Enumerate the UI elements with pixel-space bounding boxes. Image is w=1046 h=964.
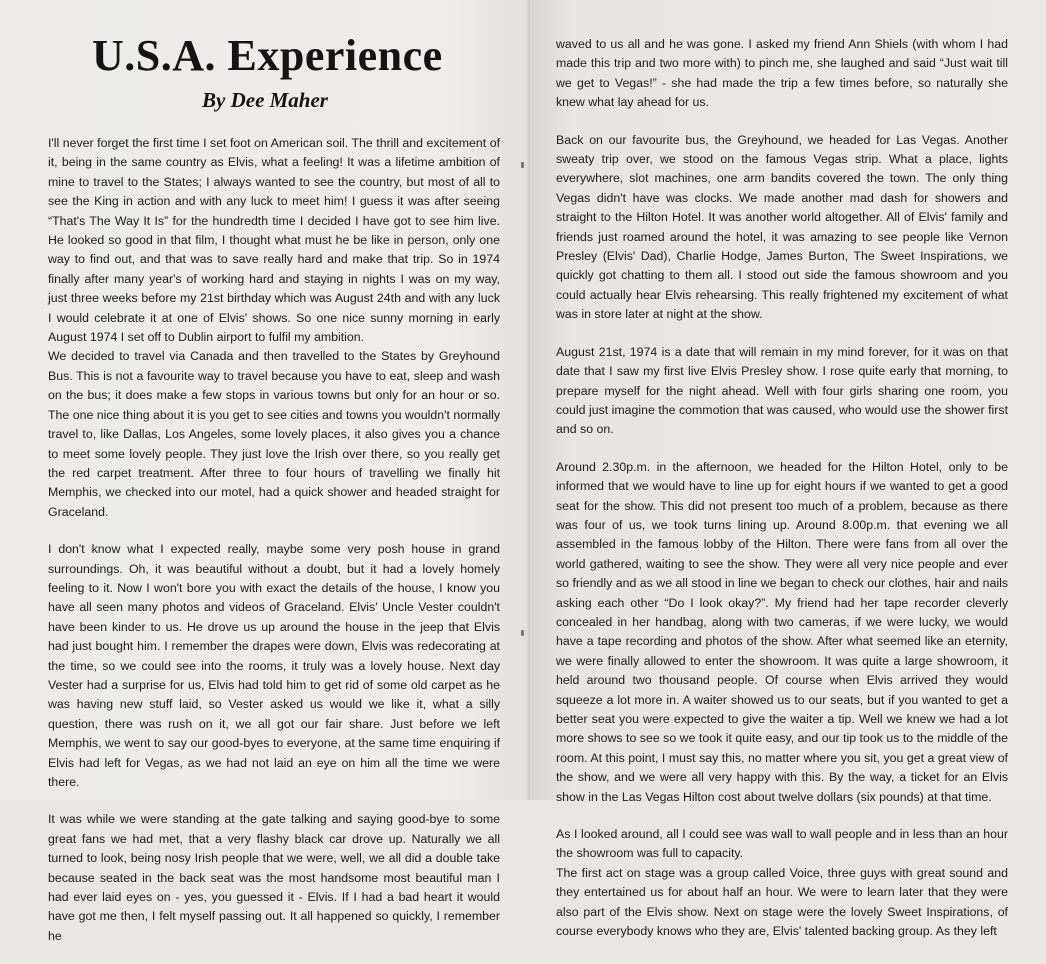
paragraph: We decided to travel via Canada and then travelled to the States by Greyhound Bus. This is not a favourite way to travel because you have to eat, sleep and wash on the bus; it does make a few stops in various towns but only for an hour or so. The one nice thing about it is you get to see cities and towns you wouldn't normally travel to, like Dallas, Los Angeles, some lovely places, it also gives you a chance to meet some lovely people. They just love the Irish over there, so you really get the red carpet treatment. After three to four hours of travelling we finally hit Memphis, we checked into our motel, had a quick shower and headed straight for Graceland. — [48, 349, 500, 519]
paragraph: I'll never forget the first time I set foot on American soil. The thrill and excitement of it, being in the same country as Elvis, what a feeling! It was a lifetime ambition of mine to travel to the States; I always wanted to see the country, but most of all to see the King in action and with any luck to meet him! I guess it was after seeing “That's The Way It Is” for the hundredth time I decided I have got to see him live. He looked so good in that film, I thought what must he be like in person, only one way to find out, and that was to save really hard and make that trip. So in 1974 finally after many year's of working hard and staying in nights I was on my way, just three weeks before my 21st birthday which was August 24th and with any luck I would celebrate it at one of Elvis' shows. So one nice sunny morning in early August 1974 I set off to Dublin airport to fulfil my ambition. — [48, 136, 500, 345]
article-title: U.S.A. Experience — [92, 31, 443, 80]
show-through-text — [40, 20, 57, 94]
paragraph: It was while we were standing at the gate talking and saying good-bye to some great fans we had met, that a very flashy black car drove up. Naturally we all turned to look, being nosy Irish people that we were, well, we all did a double take because seated in the back seat was the most handsome most beautiful man I had ever laid eyes on - yes, you guessed it - Elvis. If I had a bad heart it would have got me then, I felt myself passing out. It all happened so quickly, I remember he — [48, 812, 500, 943]
left-page — [0, 0, 530, 943]
right-text-column — [556, 35, 1008, 959]
paragraph: August 21st, 1974 is a date that will remain in my mind forever, for it was on that date that I saw my first live Elvis Presley show. I rose quite early that morning, to prepare myself for the night ahead. Well with four girls sharing one room, you could just imagine the commotion that was caused, who would use the shower first and so on. — [556, 344, 1008, 437]
paragraph: Back on our favourite bus, the Greyhound, we headed for Las Vegas. Another sweaty trip over, we stood on the famous Vegas strip. What a place, lights everywhere, slot machines, one arm bandits covered the town. The only thing Vegas didn't have was clocks. We made another mad dash for showers and straight to the Hilton Hotel. It was another world altogether. All of Elvis' family and friends just roamed around the hotel, it was amazing to see people like Vernon Presley (Elvis' Dad), Charlie Hodge, James Burton, The Sweet Inspirations, we quickly got chatting to them all. I stood out side the famous showroom and you could actually hear Elvis rehearsing. This really frightened my excitement of what was in store later at night at the show. — [556, 132, 1008, 322]
article-byline: By Dee Maher — [202, 88, 328, 112]
margin-mark — [521, 630, 524, 636]
paragraph: The first act on stage was a group called Voice, three guys with great sound and they entertained us for about half an hour. We were to learn later that they were also part of the Elvis show. Next on stage were the lovely Sweet Inspirations, of course everybody knows who they are, Elvis' talented backing group. As they left — [556, 865, 1008, 939]
left-text-column — [48, 134, 500, 964]
paragraph: Around 2.30p.m. in the afternoon, we headed for the Hilton Hotel, only to be informed that we would have to line up for eight hours if we wanted to get a good seat for the show. This did not present too much of a problem, because as there was four of us, we took turns lining up. Around 8.00p.m. that evening we all assembled in the famous lobby of the Hilton. There were fans from all over the world gathered, waiting to see the show. They were all very nice people and ever so friendly and as we all stood in line we began to check our clothes, hair and nails asking each other “Do I look okay?”. My friend had her tape recorder cleverly concealed in her handbag, along with two cameras, if we were lucky, we would have a tape recording and photos of the show. After what seemed like an eternity, we were finally allowed to enter the showroom. It was quite a large showroom, it held around two thousand people. Of course when Elvis arrived they would squeeze a lot more in. A waiter showed us to our seats, but if you wanted to get a better seat you were expected to give the waiter a tip. Well we knew we had a lot more shows to see so we took it quite easy, and our tip took us to the middle of the room. At this point, I must say this, no matter where you sit, you get a great view of the show, and we were all very happy with this. By the way, a ticket for an Elvis show in the Las Vegas Hilton cost about twelve dollars (six pounds) at that time. — [556, 459, 1008, 804]
margin-mark — [521, 162, 524, 168]
paragraph: As I looked around, all I could see was wall to wall people and in less than an hour the showroom was full to capacity. — [556, 827, 1008, 861]
paragraph: I don't know what I expected really, maybe some very posh house in grand surroundings. Oh, it was beautiful without a doubt, but it had a lovely homely feeling to it. Now I won't bore you with exact the details of the house, I know you have all seen many photos and videos of Graceland. Elvis' Uncle Vester couldn't have been kinder to us. He drove us up around the house in the jeep that Elvis had just bought him. I remember the drapes were down, Elvis was redecorating at the time, so we could see into the rooms, it truly was a lovely house. Next day Vester had a surprise for us, Elvis had told him to get rid of some old carpet as he was having new stuff laid, so Vester asked us would we like it, what a silly question, there was rush on it, we all got our fair share. Just before we left Memphis, we went to say our good-byes to everyone, at the same time enquiring if Elvis had left for Vegas, as we had not laid an eye on him all the time we were there. — [48, 542, 500, 789]
paragraph: waved to us all and he was gone. I asked my friend Ann Shiels (with whom I had made this trip and two more with) to pinch me, she laughed and said “Just wait till we get to Vegas!” - she had made the trip a few times before, so naturally she knew what lay ahead for us. — [556, 37, 1008, 110]
